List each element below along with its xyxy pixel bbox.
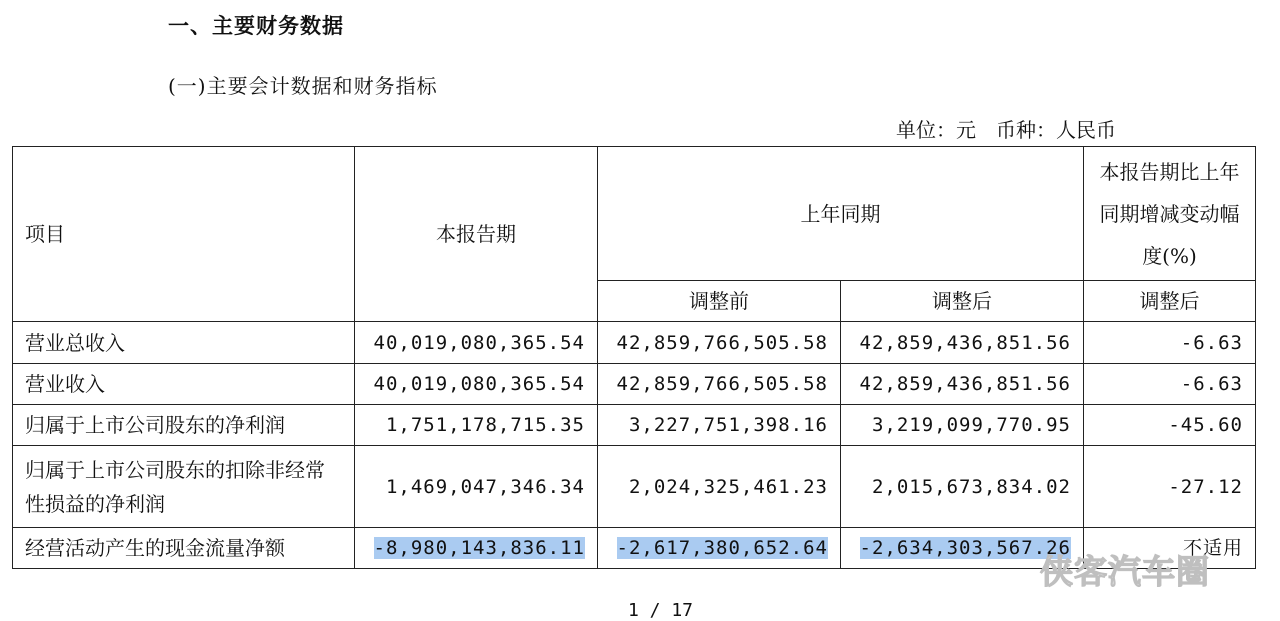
row-current: 40,019,080,365.54 bbox=[355, 322, 598, 364]
row-before: 42,859,766,505.58 bbox=[598, 322, 841, 364]
watermark-text: 侠客汽车圈 bbox=[1040, 552, 1210, 591]
row-change: -6.63 bbox=[1084, 364, 1256, 405]
row-item: 经营活动产生的现金流量净额 bbox=[13, 528, 355, 569]
selection-highlight: -2,617,380,652.64 bbox=[616, 537, 828, 559]
table-row bbox=[13, 446, 1256, 528]
row-current: 1,469,047,346.34 bbox=[355, 446, 598, 528]
row-current: 40,019,080,365.54 bbox=[355, 364, 598, 405]
row-item: 营业收入 bbox=[13, 364, 355, 405]
row-before: 3,227,751,398.16 bbox=[598, 405, 841, 446]
row-after: 42,859,436,851.56 bbox=[841, 364, 1084, 405]
header-change-pct: 本报告期比上年同期增减变动幅度(%) bbox=[1084, 147, 1256, 281]
row-change: 不适用 bbox=[1084, 528, 1256, 569]
header-before-adjust: 调整前 bbox=[598, 281, 841, 322]
table-row bbox=[13, 405, 1256, 446]
unit-currency-note: 单位：元 币种：人民币 bbox=[896, 118, 1116, 142]
table-row bbox=[13, 364, 1256, 405]
page-number: 1 / 17 bbox=[628, 600, 694, 621]
row-item: 归属于上市公司股东的净利润 bbox=[13, 405, 355, 446]
header-current-period: 本报告期 bbox=[355, 147, 598, 322]
row-item: 归属于上市公司股东的扣除非经常性损益的净利润 bbox=[13, 446, 355, 528]
row-before: 42,859,766,505.58 bbox=[598, 364, 841, 405]
row-item: 营业总收入 bbox=[13, 322, 355, 364]
selection-highlight: -2,634,303,567.26 bbox=[859, 537, 1071, 559]
row-current: 1,751,178,715.35 bbox=[355, 405, 598, 446]
row-after: 2,015,673,834.02 bbox=[841, 446, 1084, 528]
row-change: -27.12 bbox=[1084, 446, 1256, 528]
table-header-row bbox=[13, 147, 1256, 281]
row-after: 42,859,436,851.56 bbox=[841, 322, 1084, 364]
row-current bbox=[355, 528, 598, 569]
row-before bbox=[598, 528, 841, 569]
header-prior-year: 上年同期 bbox=[598, 147, 1084, 281]
financial-data-table bbox=[12, 146, 1256, 569]
subsection-heading: (一)主要会计数据和财务指标 bbox=[168, 74, 438, 98]
row-change: -6.63 bbox=[1084, 322, 1256, 364]
row-after: 3,219,099,770.95 bbox=[841, 405, 1084, 446]
header-item: 项目 bbox=[13, 147, 355, 322]
header-after-adjust: 调整后 bbox=[841, 281, 1084, 322]
section-heading: 一、主要财务数据 bbox=[168, 13, 344, 38]
selection-highlight: -8,980,143,836.11 bbox=[373, 537, 585, 559]
row-before: 2,024,325,461.23 bbox=[598, 446, 841, 528]
header-change-adjusted: 调整后 bbox=[1084, 281, 1256, 322]
table-row bbox=[13, 322, 1256, 364]
row-change: -45.60 bbox=[1084, 405, 1256, 446]
